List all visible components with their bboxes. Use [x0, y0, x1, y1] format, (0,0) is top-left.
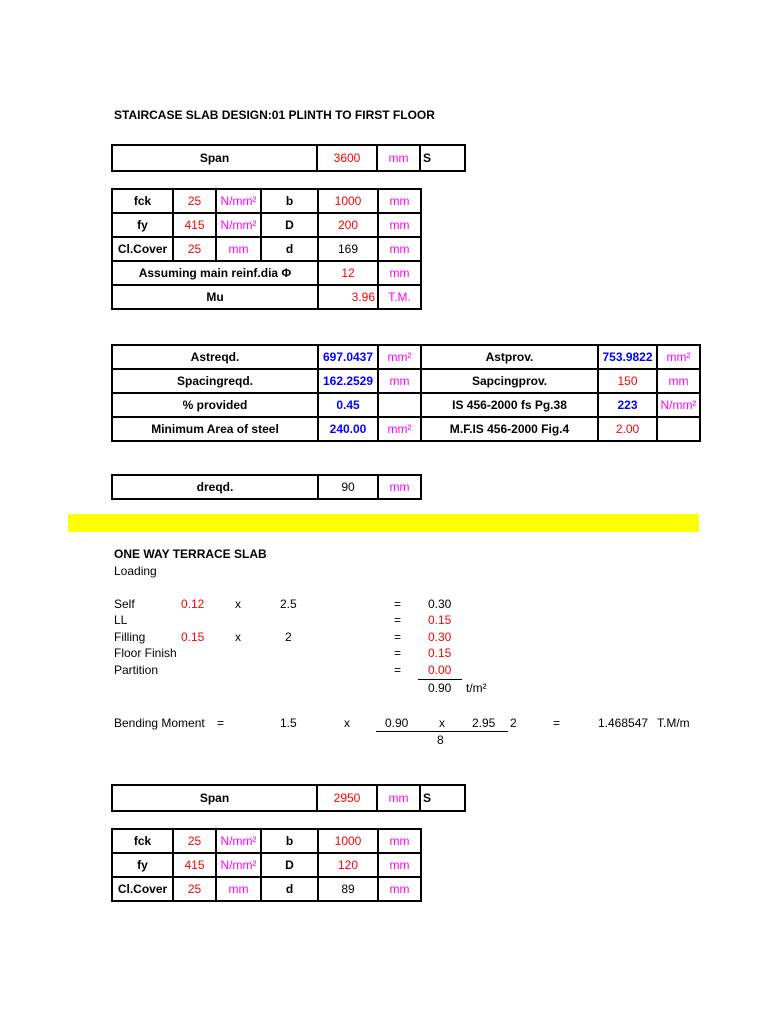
- cover2-value[interactable]: 25: [173, 877, 216, 901]
- mf-label: M.F.IS 456-2000 Fig.4: [421, 417, 598, 441]
- D2-label: D: [261, 853, 318, 877]
- bm-power: 2: [510, 716, 517, 730]
- load-val-floor-finish: 0.15: [428, 646, 452, 660]
- table-row: [112, 417, 700, 441]
- fs-label: IS 456-2000 fs Pg.38: [421, 393, 598, 417]
- mu-value: 3.96: [318, 285, 378, 309]
- load-val-partition: 0.00: [428, 663, 452, 677]
- cover2-unit: mm: [216, 877, 261, 901]
- fck2-label: fck: [112, 829, 173, 853]
- bm-result: 1.468547: [598, 716, 649, 730]
- load-eq-partition: =: [394, 663, 402, 677]
- mf-value[interactable]: 2.00: [598, 417, 657, 441]
- fs-unit: N/mm²: [657, 393, 700, 417]
- bm-eq1: =: [217, 716, 225, 730]
- load-a-filling: 0.15: [181, 630, 205, 644]
- total-sum-line: [418, 679, 462, 680]
- table-row: [112, 285, 421, 309]
- load-val-filling: 0.30: [428, 630, 452, 644]
- cover-label: Cl.Cover: [112, 237, 173, 261]
- bm-label: Bending Moment: [114, 716, 205, 730]
- bm-unit: T.M/m: [657, 716, 690, 730]
- yellow-separator-bar: [68, 514, 699, 532]
- cover-unit: mm: [216, 237, 261, 261]
- bm-x2: x: [439, 716, 445, 730]
- min-area-unit: mm²: [378, 417, 421, 441]
- spacingprov-value[interactable]: 150: [598, 369, 657, 393]
- fy2-unit: N/mm²: [216, 853, 261, 877]
- terrace-title: ONE WAY TERRACE SLAB: [114, 547, 267, 561]
- cover-value[interactable]: 25: [173, 237, 216, 261]
- span-flag: S: [420, 145, 465, 171]
- astprov-label: Astprov.: [421, 345, 598, 369]
- d2-unit: mm: [378, 877, 421, 901]
- page-title: STAIRCASE SLAB DESIGN:01 PLINTH TO FIRST FLOOR: [114, 108, 435, 122]
- percent-provided-label: % provided: [112, 393, 318, 417]
- astprov-value: 753.9822: [598, 345, 657, 369]
- load-name-ll: LL: [114, 613, 128, 627]
- fy-value[interactable]: 415: [173, 213, 216, 237]
- material-properties-table-2: [111, 828, 422, 902]
- fck2-unit: N/mm²: [216, 829, 261, 853]
- steel-table: [111, 344, 701, 442]
- bm-fraction-line: [376, 731, 508, 732]
- d2-value: 89: [318, 877, 378, 901]
- d-unit: mm: [378, 237, 421, 261]
- min-area-value: 240.00: [318, 417, 378, 441]
- load-a-self: 0.12: [181, 597, 205, 611]
- dreqd-table: [111, 474, 422, 500]
- span-table: [111, 144, 466, 172]
- D-unit: mm: [378, 213, 421, 237]
- load-eq-floor-finish: =: [394, 646, 402, 660]
- d2-label: d: [261, 877, 318, 901]
- D-label: D: [261, 213, 318, 237]
- percent-provided-unit: [378, 393, 421, 417]
- table-row: [112, 369, 700, 393]
- mu-label: Mu: [112, 285, 318, 309]
- load-b-self: 2.5: [280, 597, 297, 611]
- table-row: [112, 829, 421, 853]
- spacingreqd-value: 162.2529: [318, 369, 378, 393]
- span-value[interactable]: 3600: [317, 145, 377, 171]
- fck2-value[interactable]: 25: [173, 829, 216, 853]
- astreqd-label: Astreqd.: [112, 345, 318, 369]
- astreqd-value: 697.0437: [318, 345, 378, 369]
- table-row: [112, 853, 421, 877]
- d-label: d: [261, 237, 318, 261]
- bm-denominator: 8: [437, 733, 444, 747]
- dreqd-label: dreqd.: [112, 475, 318, 499]
- load-val-self: 0.30: [428, 597, 452, 611]
- mf-unit: [657, 417, 700, 441]
- astreqd-unit: mm²: [378, 345, 421, 369]
- cover2-label: Cl.Cover: [112, 877, 173, 901]
- total-load-unit: t/m²: [466, 681, 487, 695]
- dreqd-value: 90: [318, 475, 378, 499]
- load-eq-ll: =: [394, 613, 402, 627]
- mu-unit: T.M.: [378, 285, 421, 309]
- D2-unit: mm: [378, 853, 421, 877]
- spacingprov-unit: mm: [657, 369, 700, 393]
- d-value: 169: [318, 237, 378, 261]
- b-value[interactable]: 1000: [318, 189, 378, 213]
- bm-eq2: =: [553, 716, 561, 730]
- span2-label: Span: [112, 785, 317, 811]
- load-name-self: Self: [114, 597, 135, 611]
- D2-value[interactable]: 120: [318, 853, 378, 877]
- fy-unit: N/mm²: [216, 213, 261, 237]
- dia-value[interactable]: 12: [318, 261, 378, 285]
- span-table-2: [111, 784, 466, 812]
- b2-label: b: [261, 829, 318, 853]
- load-b-filling: 2: [285, 630, 292, 644]
- material-properties-table: [111, 188, 422, 310]
- load-name-partition: Partition: [114, 663, 159, 677]
- span-label: Span: [112, 145, 317, 171]
- fck-value[interactable]: 25: [173, 189, 216, 213]
- fck-label: fck: [112, 189, 173, 213]
- load-name-filling: Filling: [114, 630, 146, 644]
- b-unit: mm: [378, 189, 421, 213]
- table-row: [112, 261, 421, 285]
- span2-flag: S: [420, 785, 465, 811]
- span2-value[interactable]: 2950: [317, 785, 377, 811]
- b-label: b: [261, 189, 318, 213]
- bm-factor: 1.5: [280, 716, 297, 730]
- table-row: [112, 877, 421, 901]
- min-area-label: Minimum Area of steel: [112, 417, 318, 441]
- b2-value[interactable]: 1000: [318, 829, 378, 853]
- D-value[interactable]: 200: [318, 213, 378, 237]
- fy2-label: fy: [112, 853, 173, 877]
- fy-label: fy: [112, 213, 173, 237]
- spacingprov-label: Sapcingprov.: [421, 369, 598, 393]
- percent-provided-value: 0.45: [318, 393, 378, 417]
- fck-unit: N/mm²: [216, 189, 261, 213]
- table-row: [112, 237, 421, 261]
- total-load-value: 0.90: [428, 681, 452, 695]
- load-eq-filling: =: [394, 630, 402, 644]
- spacingreqd-label: Spacingreqd.: [112, 369, 318, 393]
- load-val-ll: 0.15: [428, 613, 452, 627]
- dia-unit: mm: [378, 261, 421, 285]
- load-eq-self: =: [394, 597, 402, 611]
- dreqd-unit: mm: [378, 475, 421, 499]
- b2-unit: mm: [378, 829, 421, 853]
- table-row: [112, 393, 700, 417]
- load-x-self: x: [235, 597, 241, 611]
- astprov-unit: mm²: [657, 345, 700, 369]
- spacingreqd-unit: mm: [378, 369, 421, 393]
- table-row: [112, 345, 700, 369]
- fy2-value[interactable]: 415: [173, 853, 216, 877]
- span2-unit: mm: [377, 785, 420, 811]
- load-name-floor-finish: Floor Finish: [114, 646, 177, 660]
- bm-l: 2.95: [472, 716, 496, 730]
- loading-label: Loading: [114, 564, 157, 578]
- table-row: [112, 189, 421, 213]
- table-row: [112, 213, 421, 237]
- dia-label: Assuming main reinf.dia Φ: [112, 261, 318, 285]
- bm-x1: x: [344, 716, 350, 730]
- span-unit: mm: [377, 145, 420, 171]
- load-x-filling: x: [235, 630, 241, 644]
- bm-w: 0.90: [385, 716, 409, 730]
- fs-value: 223: [598, 393, 657, 417]
